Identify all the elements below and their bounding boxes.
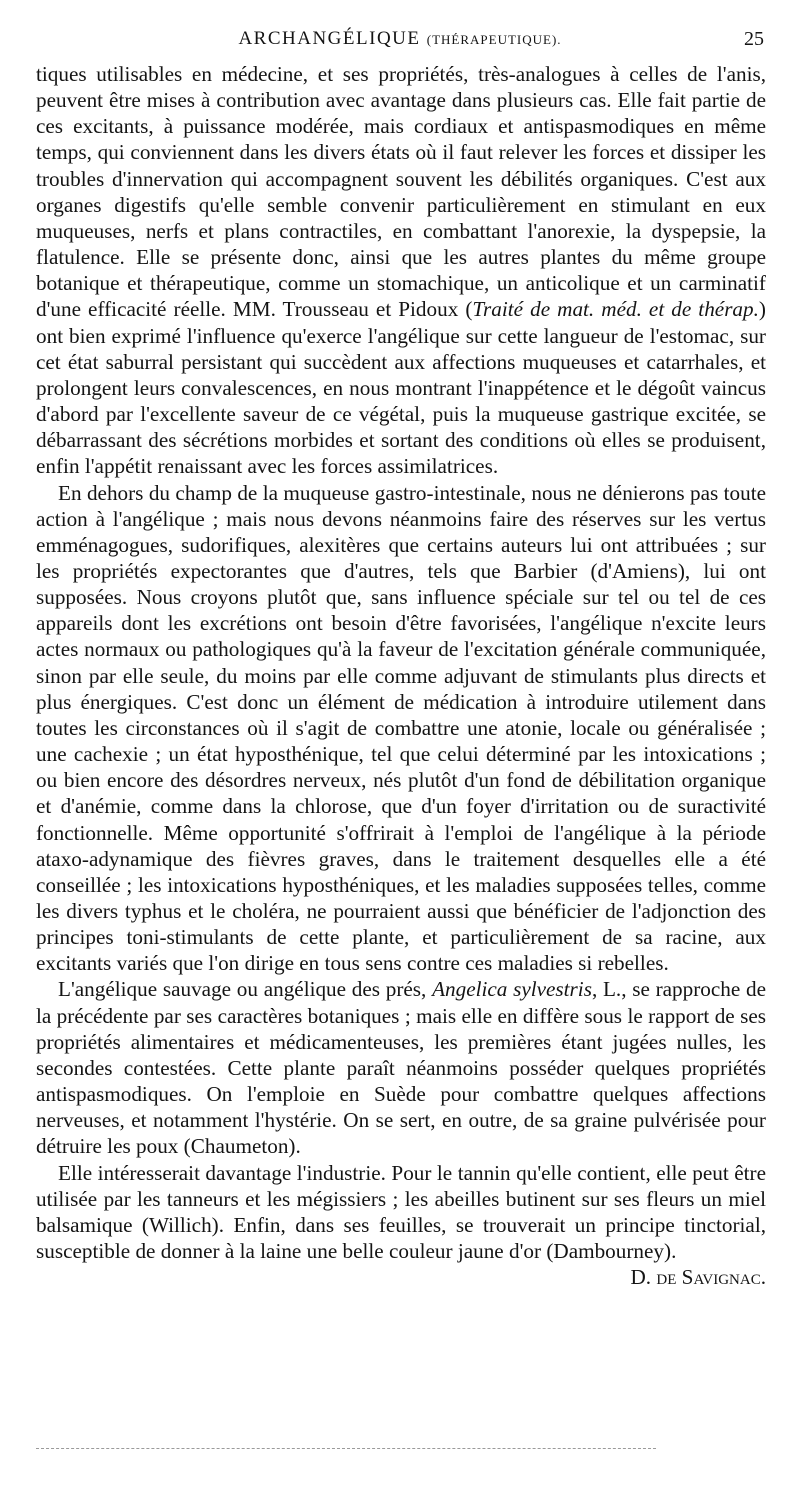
paragraph-2: En dehors du champ de la muqueuse gastro-intestinale, nous ne dénierons pas toute action à l'angélique ; mais nous devons néanmoins faire des réserves sur les vertus emménagogues, sudorifiques, alexitères que certains auteurs lui ont attribuées ; sur les propriétés expectorantes que d'autres, tels que Barbier (d'Amiens), lui ont supposées. Nous croyons plutôt que, sans influence spéciale sur tel ou tel de ces appareils dont les excrétions ont besoin d'être favorisées, l'angélique n'excite leurs actes normaux ou pathologiques qu'à la faveur de l'excitation générale communiquée, sinon par elle seule, du moins par elle comme adjuvant de stimulants plus directs et plus énergiques. C'est donc un élément de médication à introduire utilement dans toutes les circonstances où il s'agit de combattre une atonie, locale ou généralisée ; une cachexie ; un état hyposthénique, tel que celui déterminé par les intoxications ; ou bien encore des désordres nerveux, nés plutôt d'un fond de débilitation organique et d'anémie, comme dans la chlorose, que d'un foyer d'irritation ou de suractivité fonctionnelle. Même opportunité s'offrirait à l'emploi de l'angélique à la période ataxo-adynamique des fièvres graves, dans le traitement desquelles elle a été conseillée ; les intoxications hyposthéniques, et les maladies supposées telles, comme les divers typhus et le choléra, ne pourraient aussi que bénéficier de l'adjonction des principes toni-stimulants de cette plante, et particulièrement de sa racine, aux excitants variés que l'on dirige en tous sens contre ces maladies si rebelles. xyxy=(36,480,766,976)
paragraph-3-text-a: L'angélique sauvage ou angélique des prés, xyxy=(58,977,433,1002)
paragraph-1-text-a: tiques utilisables en médecine, et ses propriétés, très-analogues à celles de l'anis, peuvent être mises à contribution avec avantage dans plusieurs cas. Elle fait partie de ces excitants, à puissance modérée, mais cordiaux et antispasmodiques en même temps, qui conviennent dans les divers états où il faut relever les forces et dissiper les troubles d'innervation qui accompagnent souvent les débilités organiques. C'est aux organes digestifs qu'elle semble convenir particulièrement en stimulant en eux muqueuses, nerfs et plans contractiles, en combattant l'anorexie, la dyspepsie, la flatulence. Elle se présente donc, ainsi que les autres plantes du même groupe botanique et thérapeutique, comme un stomachique, un anticolique et un carminatif d'une efficacité réelle. MM. Trousseau et Pidoux ( xyxy=(36,62,766,322)
page-header xyxy=(36,28,764,56)
paragraph-3-text-b: , L., se rapproche de la précédente par ses caractères botaniques ; mais elle en diffère sous le rapport de ses propriétés alimentaires et médicamenteuses, les premières étant jugées nulles, les secondes contestées. Cette plante paraît néanmoins posséder quelques propriétés antispasmodiques. On l'emploie en Suède pour combattre quelques affections nerveuses, et notamment l'hystérie. On se sert, en outre, de sa graine pulvérisée pour détruire les poux (Chaumeton). xyxy=(36,977,766,1159)
paragraph-1 xyxy=(36,61,766,480)
author-initial: D. xyxy=(630,1265,652,1290)
paragraph-3 xyxy=(36,976,766,1159)
author-signature xyxy=(630,1265,766,1289)
paragraph-4: Elle intéresserait davantage l'industrie. Pour le tannin qu'elle contient, elle peut être utilisée par les tanneurs et les mégissiers ; les abeilles butinent sur ses fleurs un miel balsamique (Willich). Enfin, dans ses feuilles, se trouverait un principe tinctorial, susceptible de donner à la laine une belle couleur jaune d'or (Dambourney). xyxy=(36,1160,766,1264)
running-head-subtitle: (THÉRAPEUTIQUE). xyxy=(426,32,562,47)
signature-line xyxy=(36,1264,766,1290)
running-head xyxy=(36,28,764,50)
footer-rule xyxy=(36,1448,656,1449)
paragraph-1-text-b: ) ont bien exprimé l'influence qu'exerce l'angélique sur cette langueur de l'estomac, sur cet état saburral persistant qui succèdent aux affections muqueuses et catarrhales, et prolongent leurs convalescences, en nous montrant l'inappétence et le dégoût vaincus d'abord par l'excellente saveur de ce végétal, puis la muqueuse gastrique excitée, se débarrassant des sécrétions morbides et sortant des conditions où elles se produisent, enfin l'appétit renaissant avec les forces assimilatrices. xyxy=(36,297,766,479)
species-name: Angelica sylvestris xyxy=(432,977,592,1002)
running-head-title: ARCHANGÉLIQUE xyxy=(238,28,421,49)
article-body xyxy=(36,61,766,1290)
reference-title: Traité de mat. méd. et de thérap. xyxy=(472,297,759,322)
page-number: 25 xyxy=(744,28,764,50)
author-name: de Savignac. xyxy=(656,1265,766,1290)
